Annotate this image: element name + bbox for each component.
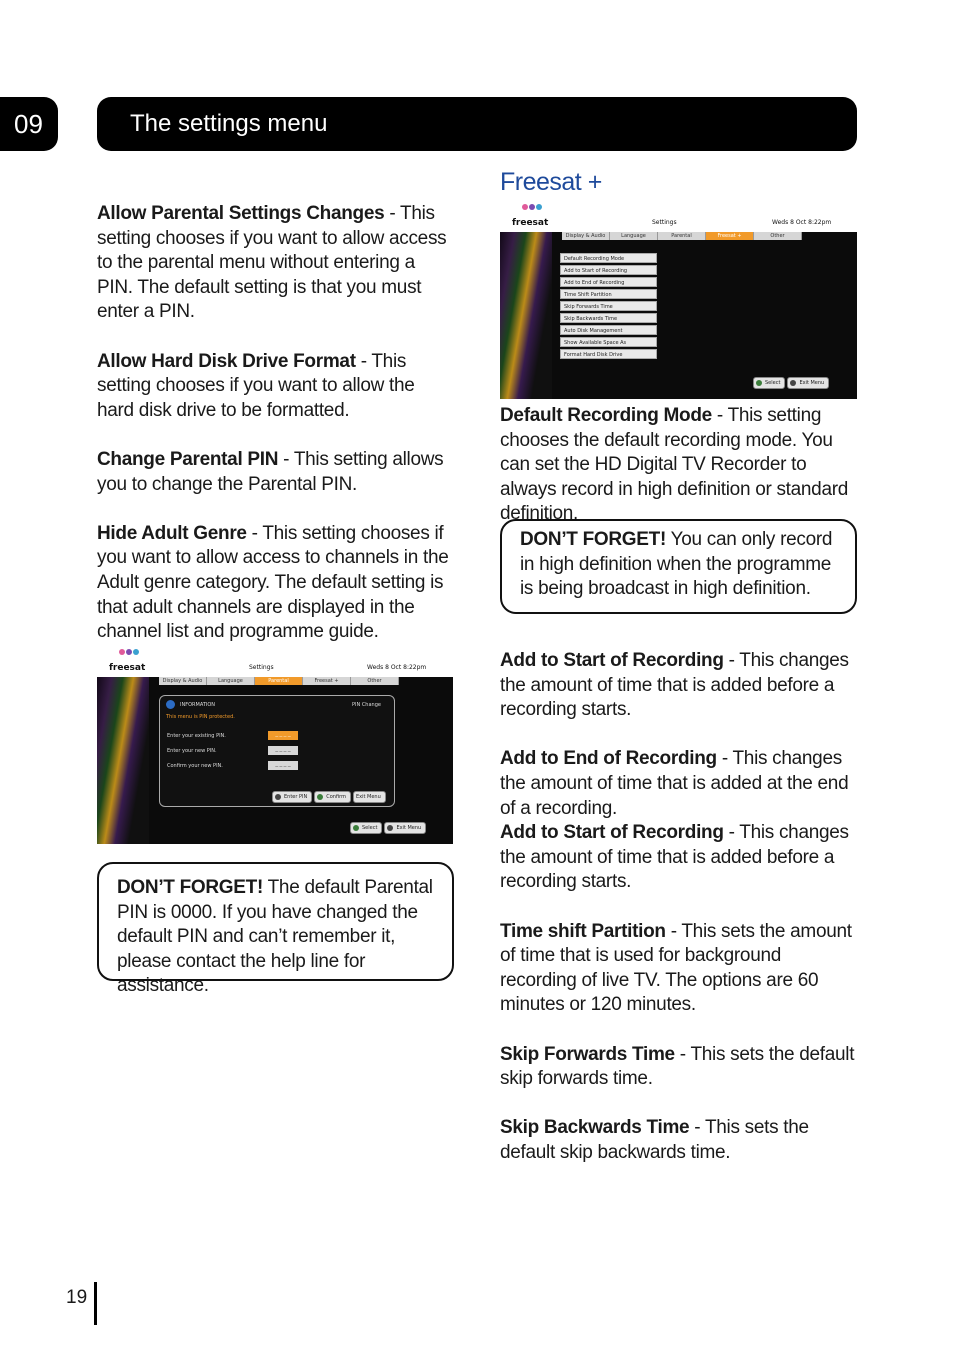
tab-parental[interactable]: Parental [658, 232, 706, 240]
menu-item[interactable]: Skip Backwards Time [560, 313, 657, 323]
page-title: The settings menu [97, 97, 857, 151]
tab-other[interactable]: Other [351, 677, 399, 685]
dialog-heading: PIN Change [352, 702, 381, 708]
screen-tabs [159, 677, 399, 685]
ok-button-icon [317, 794, 323, 800]
freesat-logo: freesat [109, 649, 145, 674]
info-label: INFORMATION [180, 702, 216, 708]
menu-item[interactable]: Auto Disk Management [560, 325, 657, 335]
tab-freesat-plus[interactable]: Freesat + [706, 232, 754, 240]
dialog-buttons [272, 791, 386, 803]
screen-title: Settings [249, 664, 274, 671]
exit-menu-button[interactable]: Exit Menu [384, 822, 426, 834]
select-button[interactable]: Select [753, 377, 785, 389]
screen-freesat-settings [500, 198, 857, 399]
screen-title: Settings [652, 219, 677, 226]
right-column-top [500, 404, 858, 527]
tab-parental[interactable]: Parental [255, 677, 303, 685]
tab-language[interactable]: Language [610, 232, 658, 240]
pin-field-label: Enter your existing PIN. [167, 733, 226, 739]
exit-menu-button[interactable]: Exit Menu [787, 377, 829, 389]
freesat-plus-heading: Freesat + [500, 168, 602, 196]
menu-item[interactable]: Default Recording Mode [560, 253, 657, 263]
note-default-pin: DON’T FORGET! The default Parental PIN is 0000. If you have changed the default PIN and can’t remember it, please contact the help line for assistance. [97, 862, 454, 981]
menu-item[interactable]: Add to Start of Recording [560, 265, 657, 275]
setting-skip-backwards-time: Skip Backwards Time - This sets the default skip backwards time. [500, 1117, 809, 1163]
back-button-icon [387, 825, 393, 831]
tab-display-audio[interactable]: Display & Audio [159, 677, 207, 685]
remote-button-icon [275, 794, 281, 800]
page-number: 19 [66, 1287, 88, 1308]
info-icon [166, 700, 175, 709]
enter-pin-button[interactable]: Enter PIN [272, 791, 312, 803]
screen-tabs [562, 232, 802, 240]
setting-default-recording-mode: Default Recording Mode - This setting chooses the default recording mode. You can set the HD Digital TV Recorder to always record in high definition or standard definition. [500, 405, 849, 525]
footer-buttons [350, 822, 426, 834]
tab-freesat-plus[interactable]: Freesat + [303, 677, 351, 685]
pin-field-label: Confirm your new PIN. [167, 763, 223, 769]
flame-background [97, 677, 149, 844]
menu-item[interactable]: Format Hard Disk Drive [560, 349, 657, 359]
setting-change-parental-pin: Change Parental PIN - This setting allows you to change the Parental PIN. [97, 448, 444, 495]
select-button[interactable]: Select [350, 822, 382, 834]
menu-item[interactable]: Add to End of Recording [560, 277, 657, 287]
menu-item[interactable]: Show Available Space As [560, 337, 657, 347]
existing-pin-input[interactable]: _ _ _ _ [268, 731, 298, 740]
exit-menu-button[interactable]: Exit Menu [353, 791, 386, 803]
pin-field-label: Enter your new PIN. [167, 748, 217, 754]
note-hd-recording: DON’T FORGET! You can only record in high definition when the programme is being broadcast in high definition. [500, 519, 857, 614]
pin-change-dialog [159, 695, 395, 807]
flame-background [500, 232, 552, 399]
screen-date: Weds 8 Oct 8:22pm [367, 664, 427, 671]
screen-parental-settings [97, 643, 453, 844]
ok-button-icon [353, 825, 359, 831]
confirm-pin-input[interactable]: _ _ _ _ [268, 761, 298, 770]
pin-warning: This menu is PIN protected. [166, 714, 235, 720]
footer-buttons [753, 377, 829, 389]
setting-add-start-recording: Add to Start of Recording - This changes the amount of time that is added before a recording starts. [500, 822, 849, 893]
menu-item[interactable]: Time Shift Partition [560, 289, 657, 299]
screen-date: Weds 8 Oct 8:22pm [772, 219, 832, 226]
screen-header [500, 198, 857, 232]
new-pin-input[interactable]: _ _ _ _ [268, 746, 298, 755]
confirm-button[interactable]: Confirm [314, 791, 351, 803]
page-number-rule [94, 1282, 97, 1325]
menu-item[interactable]: Skip Forwards Time [560, 301, 657, 311]
freesat-logo: freesat [512, 204, 548, 229]
setting-add-start-recording: Add to Start of Recording - This changes the amount of time that is added before a recording starts. [500, 650, 849, 721]
ok-button-icon [756, 380, 762, 386]
setting-hide-adult-genre: Hide Adult Genre - This setting chooses if you want to allow access to channels in the Adult genre category. The default setting is that adult channels are displayed in the channel list and programme guide. [97, 522, 449, 643]
setting-allow-parental-changes: Allow Parental Settings Changes - This setting chooses if you want to allow access to the parental menu without entering a PIN. The default setting is that you must enter a PIN. [97, 203, 447, 323]
tab-other[interactable]: Other [754, 232, 802, 240]
setting-add-end-recording: Add to End of Recording - This changes the amount of time that is added at the end of a recording. [500, 748, 849, 819]
left-column [97, 202, 453, 645]
setting-time-shift-partition: Time shift Partition - This sets the amount of time that is used for background recording of live TV. The options are 60 minutes or 120 minutes. [500, 920, 852, 1016]
setting-allow-hdd-format: Allow Hard Disk Drive Format - This setting chooses if you want to allow the hard disk drive to be formatted. [97, 350, 415, 421]
back-button-icon [790, 380, 796, 386]
tab-language[interactable]: Language [207, 677, 255, 685]
setting-skip-forwards-time: Skip Forwards Time - This sets the default skip forwards time. [500, 1043, 855, 1090]
right-column [500, 649, 858, 1165]
chapter-number: 09 [0, 97, 58, 151]
tab-display-audio[interactable]: Display & Audio [562, 232, 610, 240]
screen-header [97, 643, 453, 677]
